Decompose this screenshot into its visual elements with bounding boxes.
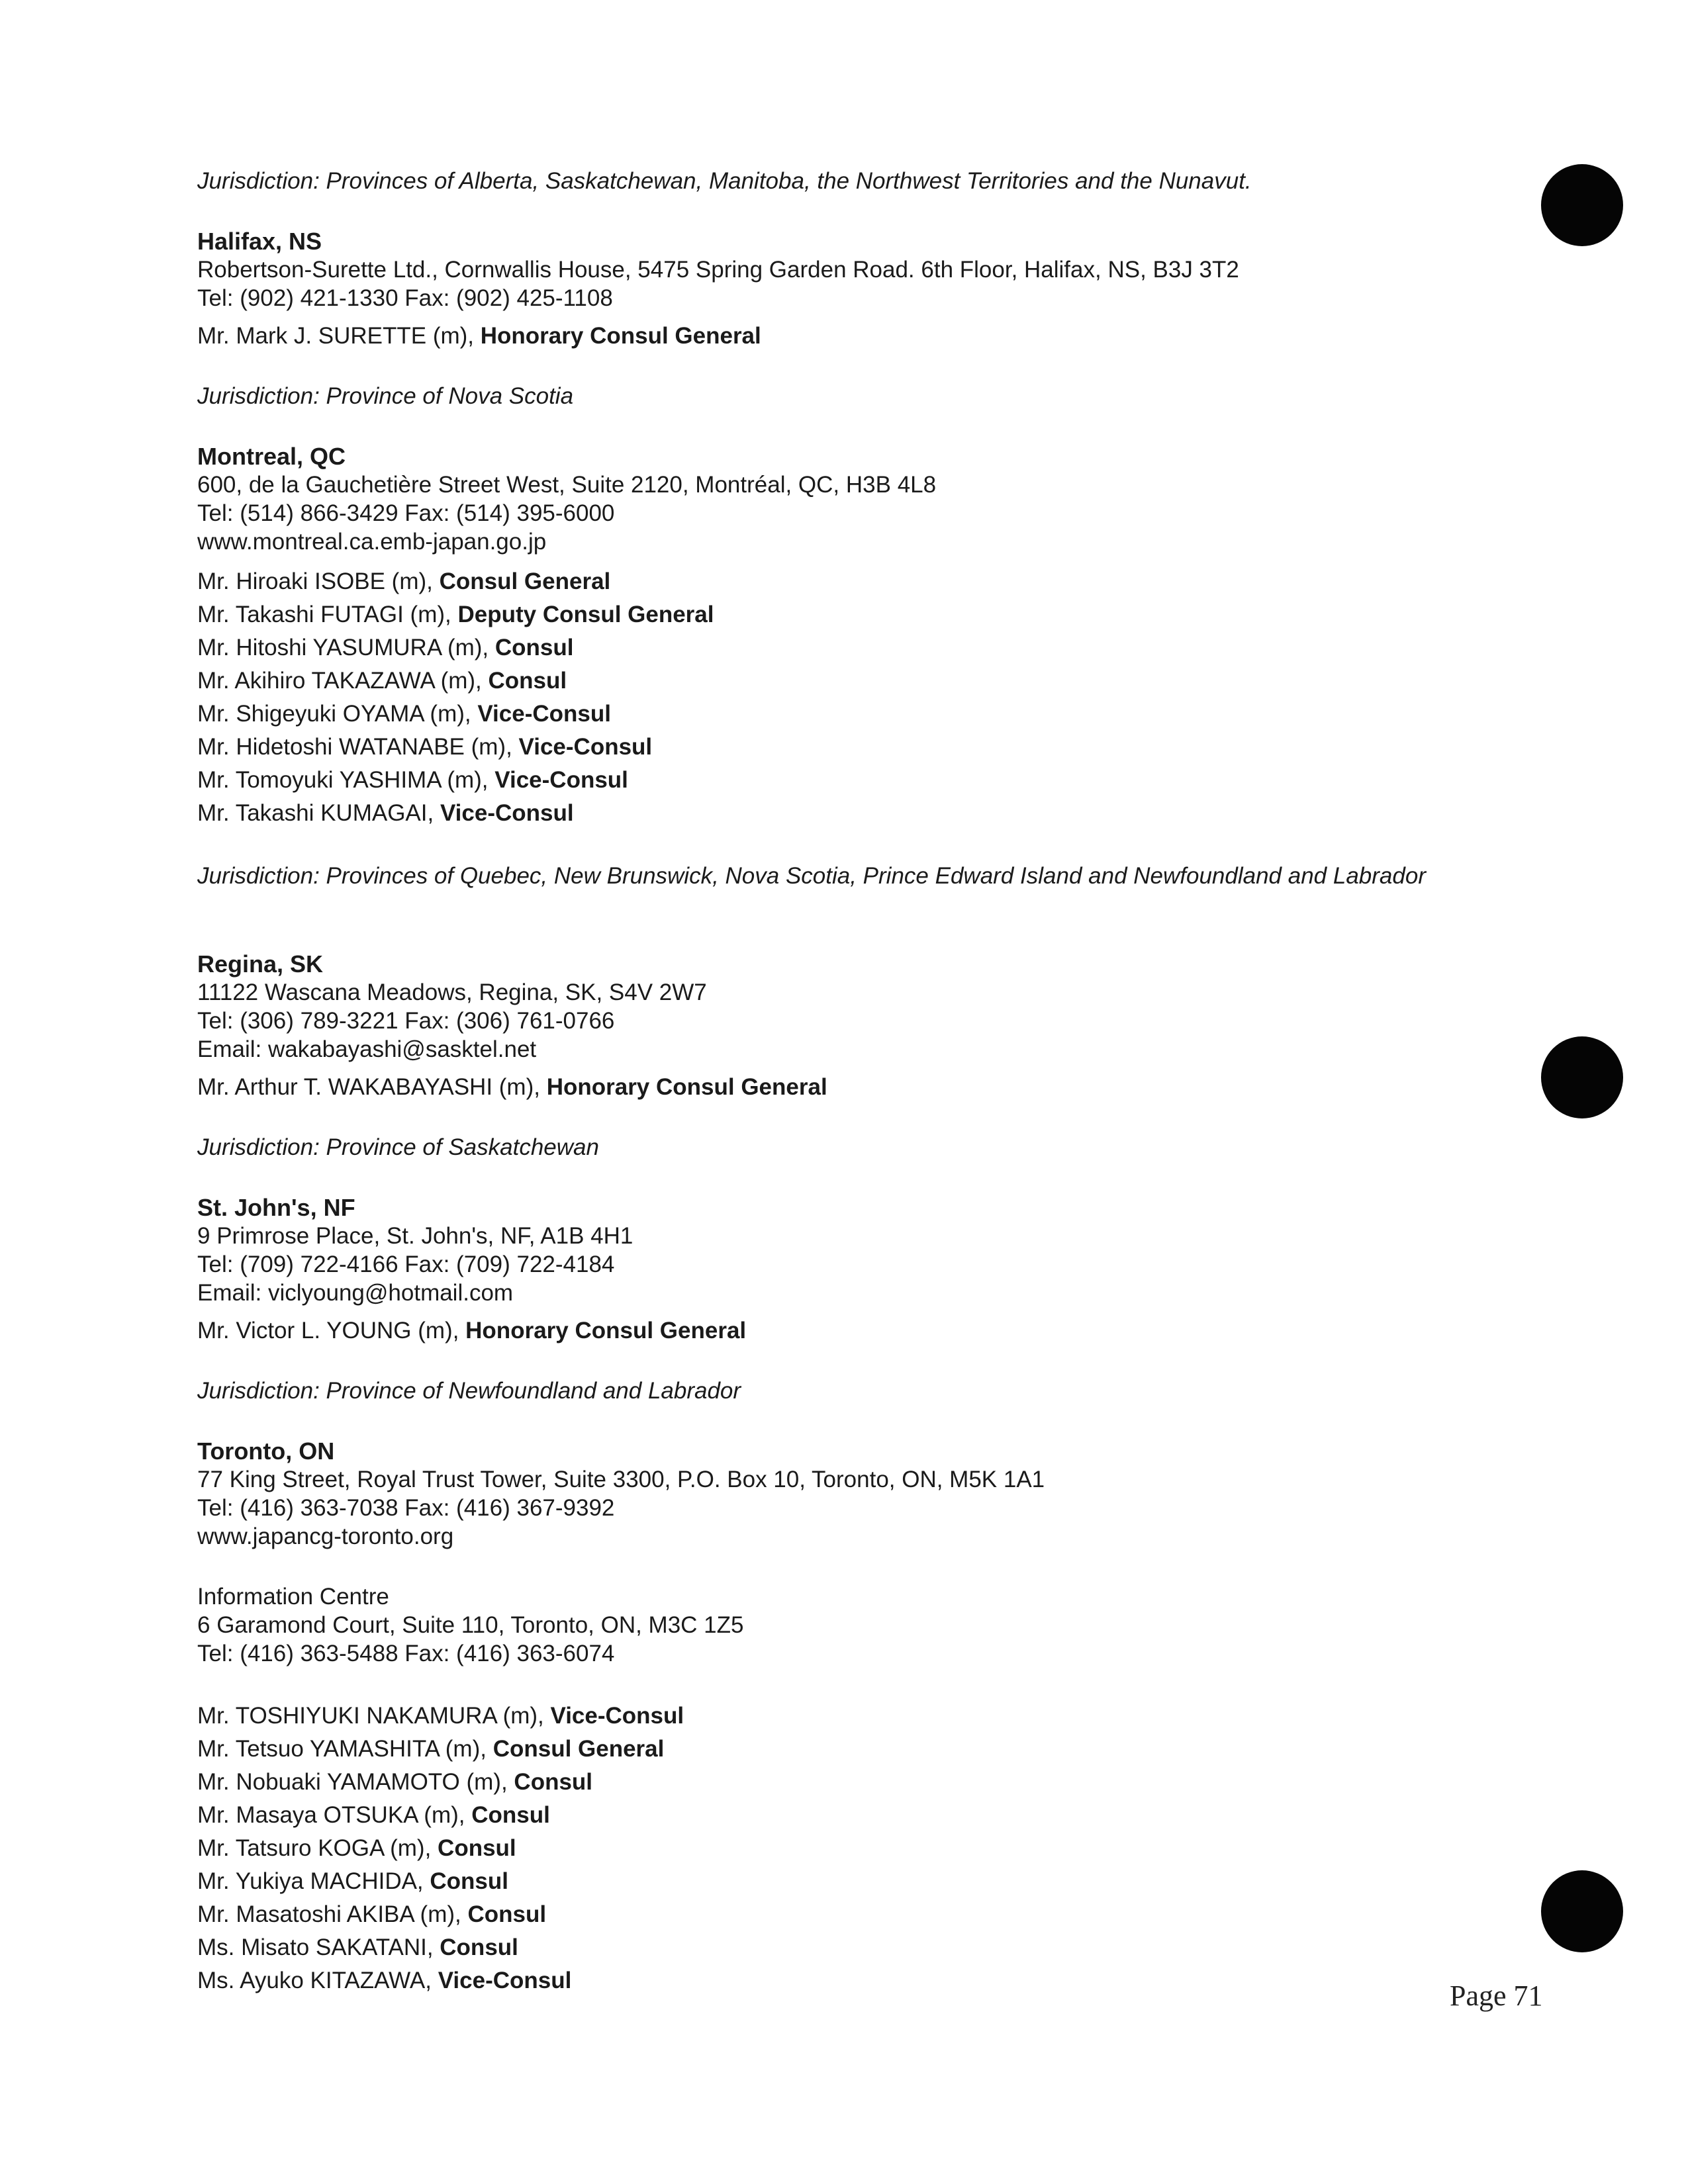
binder-hole-bottom — [1541, 1870, 1623, 1952]
person-title: Vice-Consul — [494, 767, 628, 793]
person-entry — [197, 1766, 1521, 1799]
person-name: Mr. Takashi KUMAGAI, — [197, 800, 440, 826]
person-entry — [197, 764, 1521, 797]
person-title: Consul — [494, 635, 574, 660]
person-entry — [197, 797, 1521, 830]
person-name: Mr. Mark J. SURETTE (m), — [197, 323, 481, 349]
person-title: Consul — [467, 1901, 547, 1927]
binder-hole-top — [1541, 164, 1623, 246]
person-title: Consul — [430, 1868, 508, 1894]
section-regina — [197, 950, 1521, 1161]
person-title: Consul — [514, 1769, 593, 1795]
person-name: Mr. Masaya OTSUKA (m), — [197, 1802, 472, 1828]
person-name: Mr. Takashi FUTAGI (m), — [197, 602, 458, 627]
city-heading: Halifax, NS — [197, 228, 322, 255]
person-entry — [197, 631, 1521, 664]
address: 9 Primrose Place, St. John's, NF, A1B 4H1 — [197, 1223, 633, 1249]
section-montreal — [197, 442, 1521, 890]
person-name: Ms. Ayuko KITAZAWA, — [197, 1968, 438, 1993]
person-title: Vice-Consul — [550, 1703, 684, 1729]
person-entry — [197, 1832, 1521, 1865]
person-entry — [197, 598, 1521, 631]
website: www.montreal.ca.emb-japan.go.jp — [197, 529, 547, 555]
person-title: Consul General — [439, 569, 611, 594]
person-name: Mr. Victor L. YOUNG (m), — [197, 1318, 466, 1343]
person-title: Honorary Consul General — [465, 1318, 747, 1343]
person-name: Mr. Tatsuro KOGA (m), — [197, 1835, 438, 1861]
email: Email: wakabayashi@sasktel.net — [197, 1036, 537, 1062]
person-entry — [197, 1799, 1521, 1832]
jurisdiction: Jurisdiction: Province of Saskatchewan — [197, 1134, 599, 1160]
info-centre-title: Information Centre — [197, 1584, 389, 1610]
binder-hole-middle — [1541, 1036, 1623, 1118]
person-entry — [197, 1733, 1521, 1766]
person-name: Mr. Yukiya MACHIDA, — [197, 1868, 430, 1894]
person-name: Ms. Misato SAKATANI, — [197, 1934, 440, 1960]
website: www.japancg-toronto.org — [197, 1524, 454, 1549]
section-toronto — [197, 1437, 1521, 1997]
person-name: Mr. TOSHIYUKI NAKAMURA (m), — [197, 1703, 551, 1729]
person-name: Mr. Nobuaki YAMAMOTO (m), — [197, 1769, 514, 1795]
person-name: Mr. Hitoshi YASUMURA (m), — [197, 635, 495, 660]
person-entry — [197, 664, 1521, 698]
jurisdiction: Jurisdiction: Provinces of Quebec, New Brunswick, Nova Scotia, Prince Edward Island and Newfoundland and Labrador — [197, 863, 1426, 889]
address: Robertson-Surette Ltd., Cornwallis House, 5475 Spring Garden Road. 6th Floor, Halifax, NS, B3J 3T2 — [197, 257, 1239, 283]
jurisdiction: Jurisdiction: Province of Newfoundland and Labrador — [197, 1378, 741, 1404]
person-name: Mr. Tetsuo YAMASHITA (m), — [197, 1736, 493, 1762]
person-name: Mr. Hidetoshi WATANABE (m), — [197, 734, 519, 760]
person-entry — [197, 1931, 1521, 1964]
info-centre-address: 6 Garamond Court, Suite 110, Toronto, ON, M3C 1Z5 — [197, 1612, 744, 1638]
address: 77 King Street, Royal Trust Tower, Suite 3300, P.O. Box 10, Toronto, ON, M5K 1A1 — [197, 1467, 1045, 1492]
person-entry — [197, 698, 1521, 731]
phone-fax: Tel: (902) 421-1330 Fax: (902) 425-1108 — [197, 285, 613, 311]
person-title: Deputy Consul General — [457, 602, 714, 627]
person-title: Consul General — [492, 1736, 665, 1762]
person-title: Consul — [471, 1802, 550, 1828]
city-heading: Toronto, ON — [197, 1437, 335, 1465]
person-name: Mr. Shigeyuki OYAMA (m), — [197, 701, 478, 727]
section-st-johns — [197, 1193, 1521, 1405]
person-title: Vice-Consul — [440, 800, 574, 826]
person-entry — [197, 1964, 1521, 1997]
person-name: Mr. Akihiro TAKAZAWA (m), — [197, 668, 489, 694]
phone-fax: Tel: (416) 363-7038 Fax: (416) 367-9392 — [197, 1495, 615, 1521]
person-entry — [197, 731, 1521, 764]
person-title: Vice-Consul — [438, 1968, 572, 1993]
person-title: Consul — [438, 1835, 516, 1861]
jurisdiction: Jurisdiction: Province of Nova Scotia — [197, 383, 574, 409]
person-title: Vice-Consul — [477, 701, 611, 727]
address: 11122 Wascana Meadows, Regina, SK, S4V 2W7 — [197, 979, 707, 1005]
person-name: Mr. Hiroaki ISOBE (m), — [197, 569, 440, 594]
person-entry — [197, 322, 1521, 350]
phone-fax: Tel: (306) 789-3221 Fax: (306) 761-0766 — [197, 1008, 615, 1034]
email: Email: viclyoung@hotmail.com — [197, 1280, 514, 1306]
jurisdiction-prairies: Jurisdiction: Provinces of Alberta, Saskatchewan, Manitoba, the Northwest Territories and the Nunavut. — [197, 168, 1252, 194]
person-title: Vice-Consul — [518, 734, 653, 760]
address: 600, de la Gauchetière Street West, Suite 2120, Montréal, QC, H3B 4L8 — [197, 472, 937, 498]
person-entry — [197, 1316, 1521, 1345]
person-title: Consul — [488, 668, 567, 694]
person-name: Mr. Masatoshi AKIBA (m), — [197, 1901, 468, 1927]
person-name: Mr. Tomoyuki YASHIMA (m), — [197, 767, 495, 793]
person-title: Consul — [440, 1934, 518, 1960]
person-title: Honorary Consul General — [480, 323, 761, 349]
person-entry — [197, 1700, 1521, 1733]
person-entry — [197, 1073, 1521, 1101]
person-entry — [197, 1898, 1521, 1931]
city-heading: Montreal, QC — [197, 443, 346, 470]
info-centre-phone-fax: Tel: (416) 363-5488 Fax: (416) 363-6074 — [197, 1641, 615, 1666]
person-title: Honorary Consul General — [546, 1074, 827, 1100]
phone-fax: Tel: (709) 722-4166 Fax: (709) 722-4184 — [197, 1251, 615, 1277]
person-name: Mr. Arthur T. WAKABAYASHI (m), — [197, 1074, 547, 1100]
phone-fax: Tel: (514) 866-3429 Fax: (514) 395-6000 — [197, 500, 615, 526]
section-halifax — [197, 227, 1521, 410]
city-heading: Regina, SK — [197, 950, 324, 978]
consulate-listing — [197, 167, 1521, 1997]
page-number: Page 71 — [1450, 1979, 1543, 2012]
person-entry — [197, 565, 1521, 598]
person-entry — [197, 1865, 1521, 1898]
city-heading: St. John's, NF — [197, 1194, 355, 1221]
